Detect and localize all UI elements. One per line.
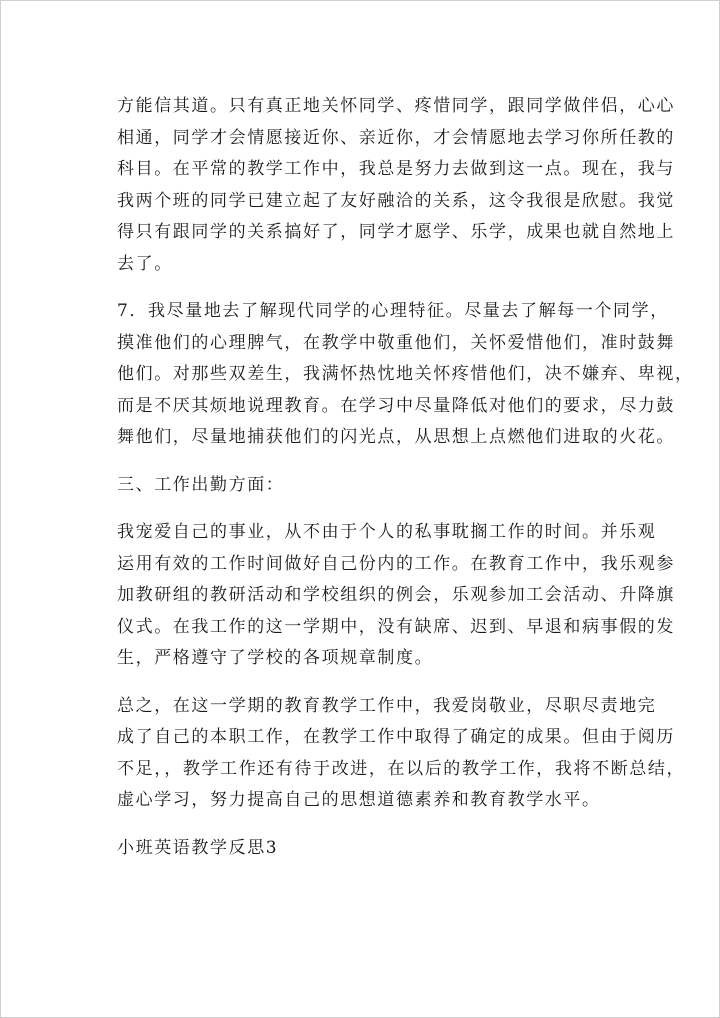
text-line: 我宠爱自己的事业，从不由于个人的私事耽搁工作的时间。并乐观 — [117, 522, 657, 542]
section-heading — [117, 470, 617, 502]
document-body — [117, 91, 694, 864]
text-line: 相通，同学才会情愿接近你、亲近你，才会情愿地去学习你所任教的 — [117, 127, 675, 148]
text-line: 得只有跟同学的关系搞好了，同学才愿学、乐学，成果也就自然地上 — [117, 222, 675, 242]
text-line: 成了自己的本职工作，在教学工作中取得了确定的成果。但由于阅历 — [117, 727, 675, 747]
text-line: 生，严格遵守了学校的各项规章制度。 — [117, 648, 434, 668]
text-line: 摸准他们的心理脾气，在教学中敬重他们，关怀爱惜他们，准时鼓舞 — [117, 332, 675, 353]
text-line: 科目。在平常的教学工作中，我总是努力去做到这一点。现在，我与 — [117, 159, 675, 179]
text-line: 加教研组的教研活动和学校组织的例会，乐观参加工会活动、升降旗 — [117, 585, 675, 605]
text-line: 去了。 — [117, 253, 173, 274]
text-line: 仪式。在我工作的这一学期中，没有缺席、迟到、早退和病事假的发 — [117, 616, 675, 637]
paragraph-3 — [117, 517, 675, 675]
text-line: 总之，在这一学期的教育教学工作中，我爱岗敬业，尽职尽责地完 — [117, 695, 657, 716]
text-line: 不足，，教学工作还有待于改进，在以后的教学工作，我将不断总结， — [117, 758, 686, 779]
text-line: 我两个班的同学已建立起了友好融洽的关系，这令我很是欣慰。我觉 — [117, 190, 675, 211]
paragraph-2 — [117, 296, 694, 454]
text-line: 7．我尽量地去了解现代同学的心理特征。尽量去了解每一个同学， — [117, 301, 669, 321]
next-section-title — [117, 833, 617, 865]
section-title-line: 小班英语教学反思3 — [117, 837, 279, 858]
text-line: 方能信其道。只有真正地关怀同学、疼惜同学，跟同学做伴侣，心心 — [117, 96, 675, 116]
heading-line: 三、工作出勤方面： — [117, 474, 285, 495]
paragraph-4 — [117, 691, 686, 817]
text-line: 运用有效的工作时间做好自己份内的工作。在教育工作中，我乐观参 — [117, 553, 675, 574]
text-line: 虚心学习，努力提高自己的思想道德素养和教育教学水平。 — [117, 790, 601, 810]
text-line: 他们。对那些双差生，我满怀热忱地关怀疼惜他们，决不嫌弃、卑视， — [117, 364, 694, 384]
paragraph-1 — [117, 91, 675, 280]
text-line: 而是不厌其烦地说理教育。在学习中尽量降低对他们的要求，尽力鼓 — [117, 395, 675, 416]
text-line: 舞他们，尽量地捕获他们的闪光点，从思想上点燃他们进取的火花。 — [117, 427, 675, 447]
